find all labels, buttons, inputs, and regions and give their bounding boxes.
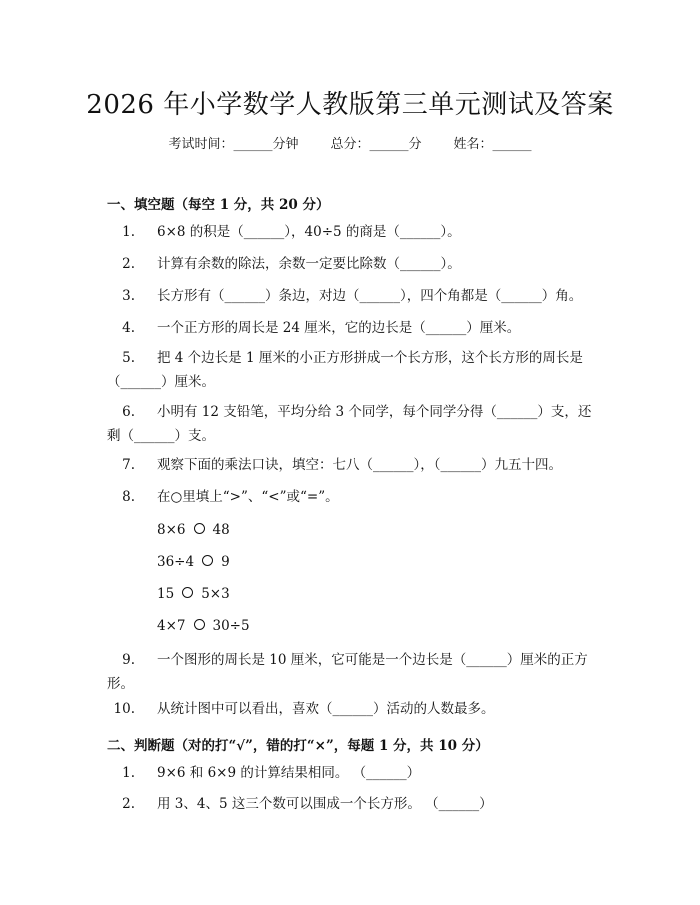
comparison-left: 8×6 <box>157 522 186 538</box>
question-number: 8. <box>122 489 135 505</box>
question-number: 9. <box>122 652 135 668</box>
comparison-right: 48 <box>212 522 230 538</box>
question-text: 从统计图中可以看出，喜欢（______）活动的人数最多。 <box>157 701 495 717</box>
comparison-right: 9 <box>221 554 230 570</box>
question-number: 6. <box>122 404 135 420</box>
question-text: 9×6 和 6×9 的计算结果相同。 （______） <box>157 765 421 781</box>
question-item <box>107 400 593 448</box>
question-item <box>107 252 593 276</box>
exam-time: 考试时间：______分钟 <box>168 137 299 152</box>
blank-circle-icon[interactable] <box>182 587 193 598</box>
question-item <box>107 346 593 394</box>
total-score: 总分：______分 <box>330 137 422 152</box>
blank-circle-icon[interactable] <box>194 523 205 534</box>
question-number: 1. <box>122 765 135 781</box>
question-item <box>107 316 593 340</box>
question-item <box>107 284 593 308</box>
comparison-left: 15 <box>157 586 175 602</box>
question-item <box>107 697 593 721</box>
question-item <box>107 648 593 696</box>
comparison-left: 4×7 <box>157 618 186 634</box>
question-text: 长方形有（______）条边，对边（______），四个角都是（______）角。 <box>157 288 583 304</box>
comparison-left: 36÷4 <box>157 554 195 570</box>
question-text: 观察下面的乘法口诀，填空：七八（______），（______）九五十四。 <box>157 457 562 473</box>
blank-circle-icon[interactable] <box>194 619 205 630</box>
comparison-row <box>157 554 230 570</box>
student-name: 姓名：______ <box>453 137 532 152</box>
question-number: 10. <box>113 701 135 717</box>
exam-meta <box>0 133 700 152</box>
question-text: 计算有余数的除法，余数一定要比除数（______）。 <box>157 256 461 272</box>
comparison-right: 30÷5 <box>212 618 250 634</box>
question-text: 在○里填上“>”、“<”或“=”。 <box>157 489 339 505</box>
page-title: 2026 年小学数学人教版第三单元测试及答案 <box>86 90 614 120</box>
comparison-row <box>157 522 230 538</box>
question-text: 把 4 个边长是 1 厘米的小正方形拼成一个长方形，这个长方形的周长是（______）厘米。 <box>107 350 583 390</box>
question-text: 6×8 的积是（______），40÷5 的商是（______）。 <box>157 224 461 240</box>
section-heading-fill-blank: 一、填空题（每空 1 分，共 20 分） <box>107 197 330 213</box>
comparison-right: 5×3 <box>201 586 230 602</box>
question-number: 1. <box>122 224 135 240</box>
question-number: 7. <box>122 457 135 473</box>
comparison-row <box>157 586 230 602</box>
question-item <box>107 485 593 509</box>
blank-circle-icon[interactable] <box>202 555 213 566</box>
section-heading-true-false: 二、判断题（对的打“√”，错的打“×”，每题 1 分，共 10 分） <box>107 738 489 754</box>
question-item <box>107 761 593 785</box>
comparison-row <box>157 618 250 634</box>
question-number: 5. <box>122 350 135 366</box>
question-number: 4. <box>122 320 135 336</box>
question-number: 3. <box>122 288 135 304</box>
question-text: 用 3、4、5 这三个数可以围成一个长方形。 （______） <box>157 796 493 812</box>
question-item <box>107 220 593 244</box>
question-text: 一个正方形的周长是 24 厘米，它的边长是（______）厘米。 <box>157 320 521 336</box>
question-text: 小明有 12 支铅笔，平均分给 3 个同学，每个同学分得（______）支，还剩（______）支。 <box>107 404 592 444</box>
question-text: 一个图形的周长是 10 厘米，它可能是一个边长是（______）厘米的正方形。 <box>107 652 588 692</box>
question-item <box>107 453 593 477</box>
question-number: 2. <box>122 256 135 272</box>
question-number: 2. <box>122 796 135 812</box>
question-item <box>107 792 593 816</box>
